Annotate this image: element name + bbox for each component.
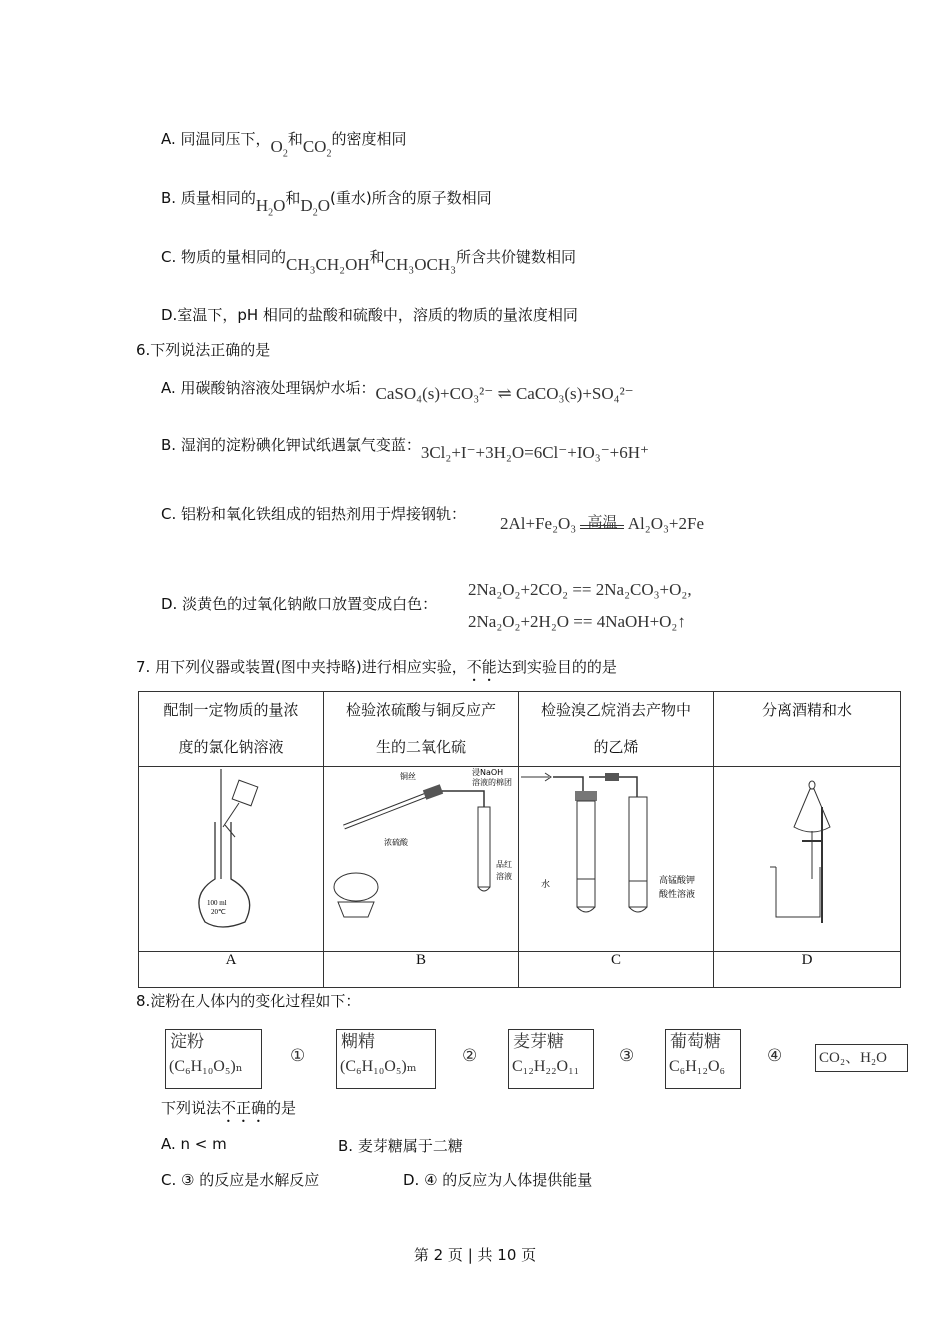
q5-option-d: D.室温下，pH 相同的盐酸和硫酸中，溶质的物质的量浓度相同 [161,306,578,324]
apparatus-c [519,767,714,952]
box-products: CO₂、H₂O [815,1044,908,1072]
box-starch: 淀粉 (C₆H₁₀O₅)ₙ [165,1029,262,1089]
volumetric-flask-image [139,767,323,947]
magenta-label-1: 品红 [496,860,512,869]
apparatus-b [324,767,519,952]
q6-option-b: B. 湿润的淀粉碘化钾试纸遇氯气变蓝：3Cl₂+I⁻+3H₂O=6Cl⁻+IO₃⁻+6H⁺ [161,436,650,462]
step-3: ③ [619,1046,635,1066]
flask-temp-label: 20℃ [211,908,226,916]
box-glucose: 葡萄糖 C₆H₁₂O₆ [665,1029,741,1089]
q8-option-c: C. ③ 的反应是水解反应 [161,1171,320,1189]
copper-wire-label: 铜丝 [400,772,416,781]
box-maltose: 麦芽糖 C₁₂H₂₂O₁₁ [508,1029,594,1089]
q8-stem: 8.淀粉在人体内的变化过程如下： [136,992,361,1010]
q8-option-d: D. ④ 的反应为人体提供能量 [403,1171,593,1189]
q5-option-c: C. 物质的量相同的CH₃CH₂OH和CH₃OCH₃所含共价键数相同 [161,248,577,274]
header-c: 检验溴乙烷消去产物中 的乙烯 [519,692,714,767]
copper-sulfuric-acid-image [324,767,518,947]
label-a: A [139,952,324,988]
q8-question: 下列说法不正确的是 [161,1099,297,1117]
flask-volume-label: 100 ml [207,899,227,907]
step-2: ② [462,1046,478,1066]
header-d: 分离酒精和水 [714,692,901,767]
q7-experiment-table [138,691,901,988]
q5-option-b: B. 质量相同的$H_2O$和$D_2O$(重水)所含的原子数相同 [161,189,492,219]
page-footer: 第 2 页 | 共 10 页 [413,1246,537,1264]
apparatus-d [714,767,901,952]
q8-option-b: B. 麦芽糖属于二糖 [338,1137,463,1155]
q6-option-c-equation: 2Al+Fe₂O₃ 高温 Al₂O₃+2Fe [500,513,704,533]
header-b: 检验浓硫酸与铜反应产 生的二氧化硫 [324,692,519,767]
separatory-funnel-image [714,767,900,947]
label-b: B [324,952,519,988]
q6-option-a: A. 用碳酸钠溶液处理锅炉水垢：CaSO₄(s)+CO₃²⁻ ⇌ CaCO₃(s)+SO₄²⁻ [161,379,634,403]
box-dextrin: 糊精 (C₆H₁₀O₅)ₘ [336,1029,436,1089]
q6-stem: 6.下列说法正确的是 [136,341,271,359]
water-label: 水 [541,880,551,890]
q6-option-d-equation-1: 2Na₂O₂+2CO₂ == 2Na₂CO₃+O₂, [468,580,692,599]
header-a: 配制一定物质的量浓 度的氯化钠溶液 [139,692,324,767]
conc-acid-label: 浓硫酸 [384,838,408,847]
step-1: ① [290,1046,306,1066]
q7-stem: 7. 用下列仪器或装置(图中夹持略)进行相应实验，不能达到实验目的的是 [136,658,617,676]
magenta-label-2: 溶液 [496,872,512,881]
q5-option-a: A. 同温同压下，$O_2$和$CO_2$的密度相同 [161,130,407,160]
label-c: C [519,952,714,988]
naoh-cotton-label-1: 浸NaOH [472,768,504,777]
label-d: D [714,952,901,988]
q6-option-d-equation-2: 2Na₂O₂+2H₂O == 4NaOH+O₂↑ [468,612,686,631]
q6-option-c: C. 铝粉和氧化铁组成的铝热剂用于焊接钢轨： [161,505,467,523]
q6-option-d: D. 淡黄色的过氧化钠敞口放置变成白色： [161,595,438,613]
q8-option-a: A. n < m [161,1135,227,1153]
ethylene-test-image [519,767,713,947]
kmno4-label-2: 酸性溶液 [659,890,696,900]
naoh-cotton-label-2: 溶液的棉团 [472,778,512,787]
kmno4-label-1: 高锰酸钾 [659,876,696,886]
step-4: ④ [767,1046,783,1066]
apparatus-a [139,767,324,952]
